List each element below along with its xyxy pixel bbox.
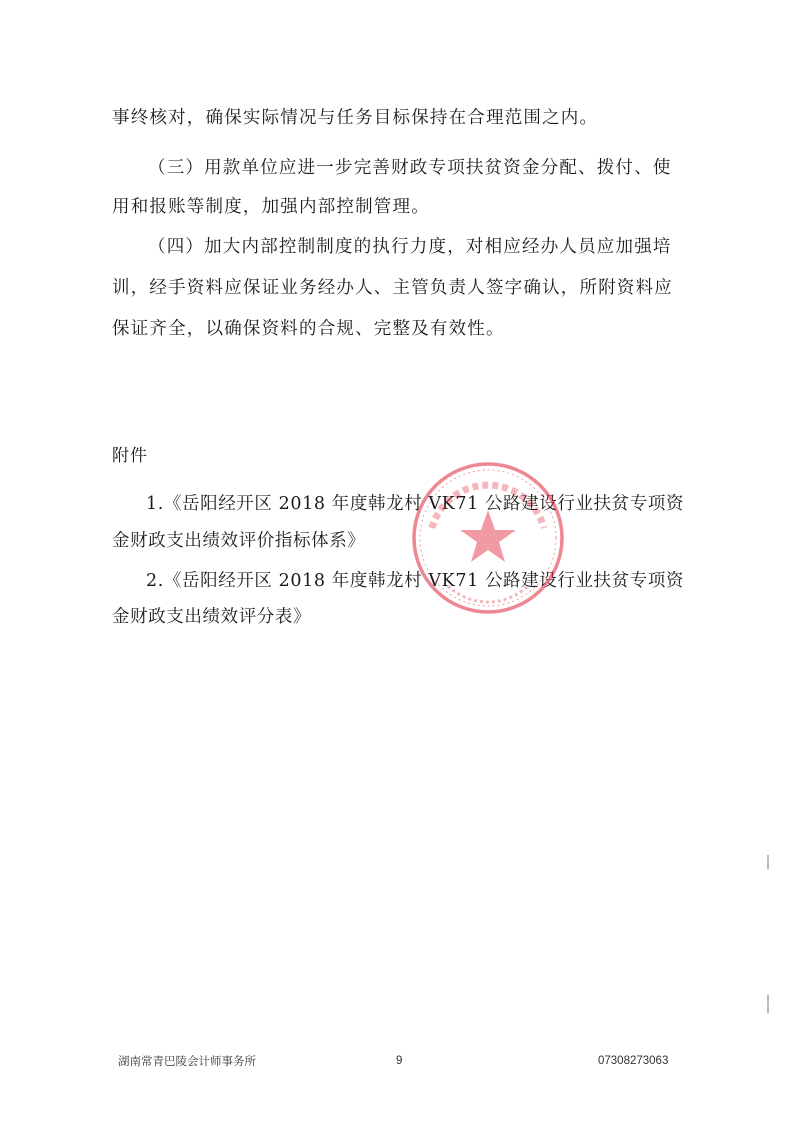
paragraph-line: 训，经手资料应保证业务经办人、主管负责人签字确认，所附资料应 bbox=[112, 278, 673, 298]
scan-artifact bbox=[767, 995, 769, 1013]
paragraph-line: 用和报账等制度，加强内部控制管理。 bbox=[112, 197, 430, 217]
scan-artifact bbox=[767, 855, 769, 869]
official-seal-icon bbox=[408, 458, 568, 618]
footer-page-number: 9 bbox=[396, 1055, 403, 1067]
paragraph-line: 事终核对，确保实际情况与任务目标保持在合理范围之内。 bbox=[112, 108, 599, 128]
paragraph-line: （三）用款单位应进一步完善财政专项扶贫资金分配、拨付、使 bbox=[148, 158, 672, 178]
paragraph-line: 保证齐全，以确保资料的合规、完整及有效性。 bbox=[112, 319, 505, 339]
attachment-item-line: 金财政支出绩效评分表》 bbox=[112, 607, 312, 627]
attachment-item-line: 2.《岳阳经开区 2018 年度韩龙村 VK71 公路建设行业扶贫专项资 bbox=[146, 571, 685, 591]
footer-firm-name: 湖南常青巴陵会计师事务所 bbox=[118, 1054, 256, 1068]
attachments-heading: 附件 bbox=[112, 446, 148, 466]
footer-phone: 07308273063 bbox=[598, 1055, 669, 1067]
attachment-item-line: 1.《岳阳经开区 2018 年度韩龙村 VK71 公路建设行业扶贫专项资 bbox=[146, 494, 685, 514]
attachment-item-line: 金财政支出绩效评价指标体系》 bbox=[112, 531, 366, 551]
paragraph-line: （四）加大内部控制制度的执行力度，对相应经办人员应加强培 bbox=[148, 237, 672, 257]
